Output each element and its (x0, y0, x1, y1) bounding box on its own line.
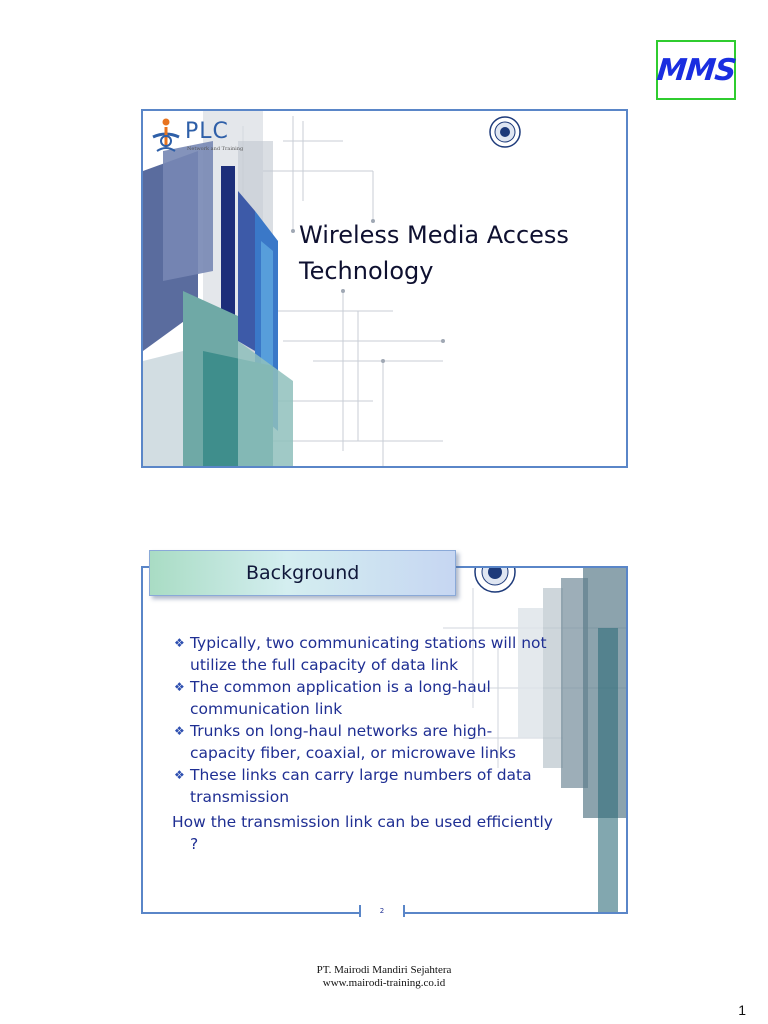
bullet-item (174, 765, 614, 808)
plc-emblem-icon (149, 117, 183, 155)
bullet-item (174, 633, 614, 676)
bullet-text-line-1: Typically, two communicating stations will not (190, 634, 547, 652)
diamond-bullet-icon: ❖ (174, 768, 185, 782)
mms-logo (656, 40, 736, 100)
bullet-text-line-1: Trunks on long-haul networks are high- (190, 722, 493, 740)
footer-website: www.mairodi-training.co.id (322, 977, 446, 989)
bullet-text-line-2: communication link (190, 699, 343, 718)
slide-2-bullet-list (174, 633, 614, 809)
slide-1-title-line-1: Wireless Media Access (299, 221, 569, 249)
slide-2-question (172, 812, 612, 855)
page-number: 1 (738, 1002, 746, 1018)
slide-1 (141, 109, 628, 468)
page-footer (234, 964, 534, 990)
plc-logo-text: PLC (185, 119, 229, 144)
slide-2-heading-box (149, 550, 456, 596)
diamond-bullet-icon: ❖ (174, 680, 185, 694)
mms-logo-text: MMS (655, 52, 738, 88)
slide-1-title (299, 217, 619, 289)
university-seal-icon (473, 566, 517, 594)
bullet-item (174, 721, 614, 764)
university-seal-icon (489, 116, 521, 148)
bullet-text-line-2: transmission (190, 787, 290, 806)
bullet-text-line-2: utilize the full capacity of data link (190, 655, 459, 674)
question-line-2: ? (190, 834, 199, 853)
slide-2-number: 2 (359, 905, 405, 917)
plc-logo-subtitle: Network and Training (187, 146, 244, 152)
plc-logo (149, 117, 259, 157)
bullet-text-line-1: The common application is a long-haul (190, 678, 491, 696)
bullet-text-line-1: These links can carry large numbers of data (190, 766, 532, 784)
footer-company: PT. Mairodi Mandiri Sejahtera (316, 964, 452, 976)
circuit-decoration (143, 111, 628, 468)
bullet-text-line-2: capacity fiber, coaxial, or microwave links (190, 743, 516, 762)
bullet-item (174, 677, 614, 720)
slide-2-heading: Background (246, 562, 360, 584)
question-line-1: How the transmission link can be used efficiently (172, 813, 553, 831)
diamond-bullet-icon: ❖ (174, 724, 185, 738)
diamond-bullet-icon: ❖ (174, 636, 185, 650)
slide-1-title-line-2: Technology (299, 257, 434, 285)
